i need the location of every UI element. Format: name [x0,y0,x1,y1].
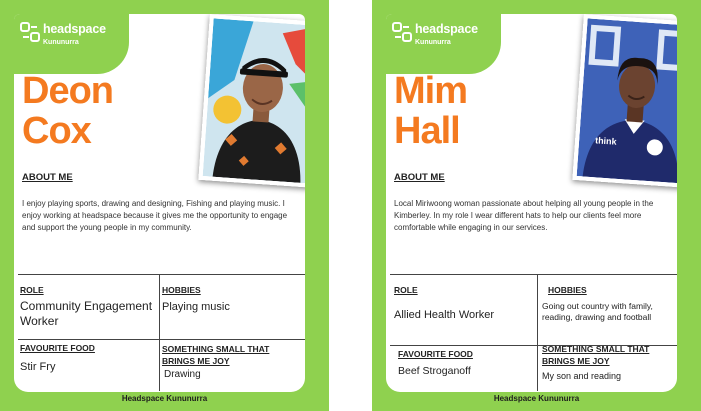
shirt-text: think [594,135,617,147]
brand-banner [386,14,501,74]
food-label: FAVOURITE FOOD [398,349,473,359]
about-heading: ABOUT ME [394,172,445,183]
profile-photo-image [203,18,305,183]
last-name: Hall [394,110,460,152]
food-value: Stir Fry [20,361,56,373]
joy-label: SOMETHING SMALL THAT BRINGS ME JOY [162,344,270,366]
card-panel [14,14,305,392]
grid-divider [18,339,305,340]
role-label: ROLE [20,285,44,295]
profile-photo-image [577,18,677,183]
profile-card-deon [0,0,329,411]
card-footer: Headspace Kununurra [493,394,580,403]
card-panel [386,14,677,392]
info-grid [390,274,677,392]
first-name: Mim [394,70,467,112]
profile-photo [572,14,677,188]
hobbies-label: HOBBIES [548,285,587,295]
about-text: I enjoy playing sports, drawing and designing, Fishing and playing music. I enjoy working at headspace because it gives me the opportunity to engage and support the young people in my community. [22,199,288,232]
person-name [22,71,113,151]
last-name: Cox [22,110,91,152]
food-label: FAVOURITE FOOD [20,343,95,353]
hobbies-label: HOBBIES [162,285,201,295]
joy-label: SOMETHING SMALL THAT BRINGS ME JOY [542,344,650,366]
grid-divider [159,275,160,391]
grid-divider [537,275,538,391]
profile-card-mim [372,0,701,411]
joy-value: Drawing [164,369,201,380]
card-footer: Headspace Kununurra [121,394,208,403]
person-name [394,71,467,151]
role-value: Allied Health Worker [394,309,495,321]
joy-value: My son and reading [542,371,622,381]
brand-name: headspace [43,22,106,36]
headspace-logo-icon [20,22,40,42]
role-value: Community Engagement Worker [20,299,153,328]
about-text: Local Miriwoong woman passionate about helping all young people in the Kimberley. In my role I wear different hats to help our clients feel more comfortable while engaging in our services. [394,199,654,232]
brand-name: headspace [415,22,478,36]
profile-photo [198,14,305,188]
brand-location: Kununurra [43,39,79,46]
food-value: Beef Stroganoff [398,365,471,377]
info-grid [18,274,305,392]
brand-location: Kununurra [415,39,451,46]
first-name: Deon [22,70,113,112]
about-heading: ABOUT ME [22,172,73,183]
hobbies-value: Going out country with family, reading, drawing and football [542,301,653,322]
hobbies-value: Playing music [162,301,230,313]
brand-banner [14,14,129,74]
headspace-logo-icon [392,22,412,42]
role-label: ROLE [394,285,418,295]
